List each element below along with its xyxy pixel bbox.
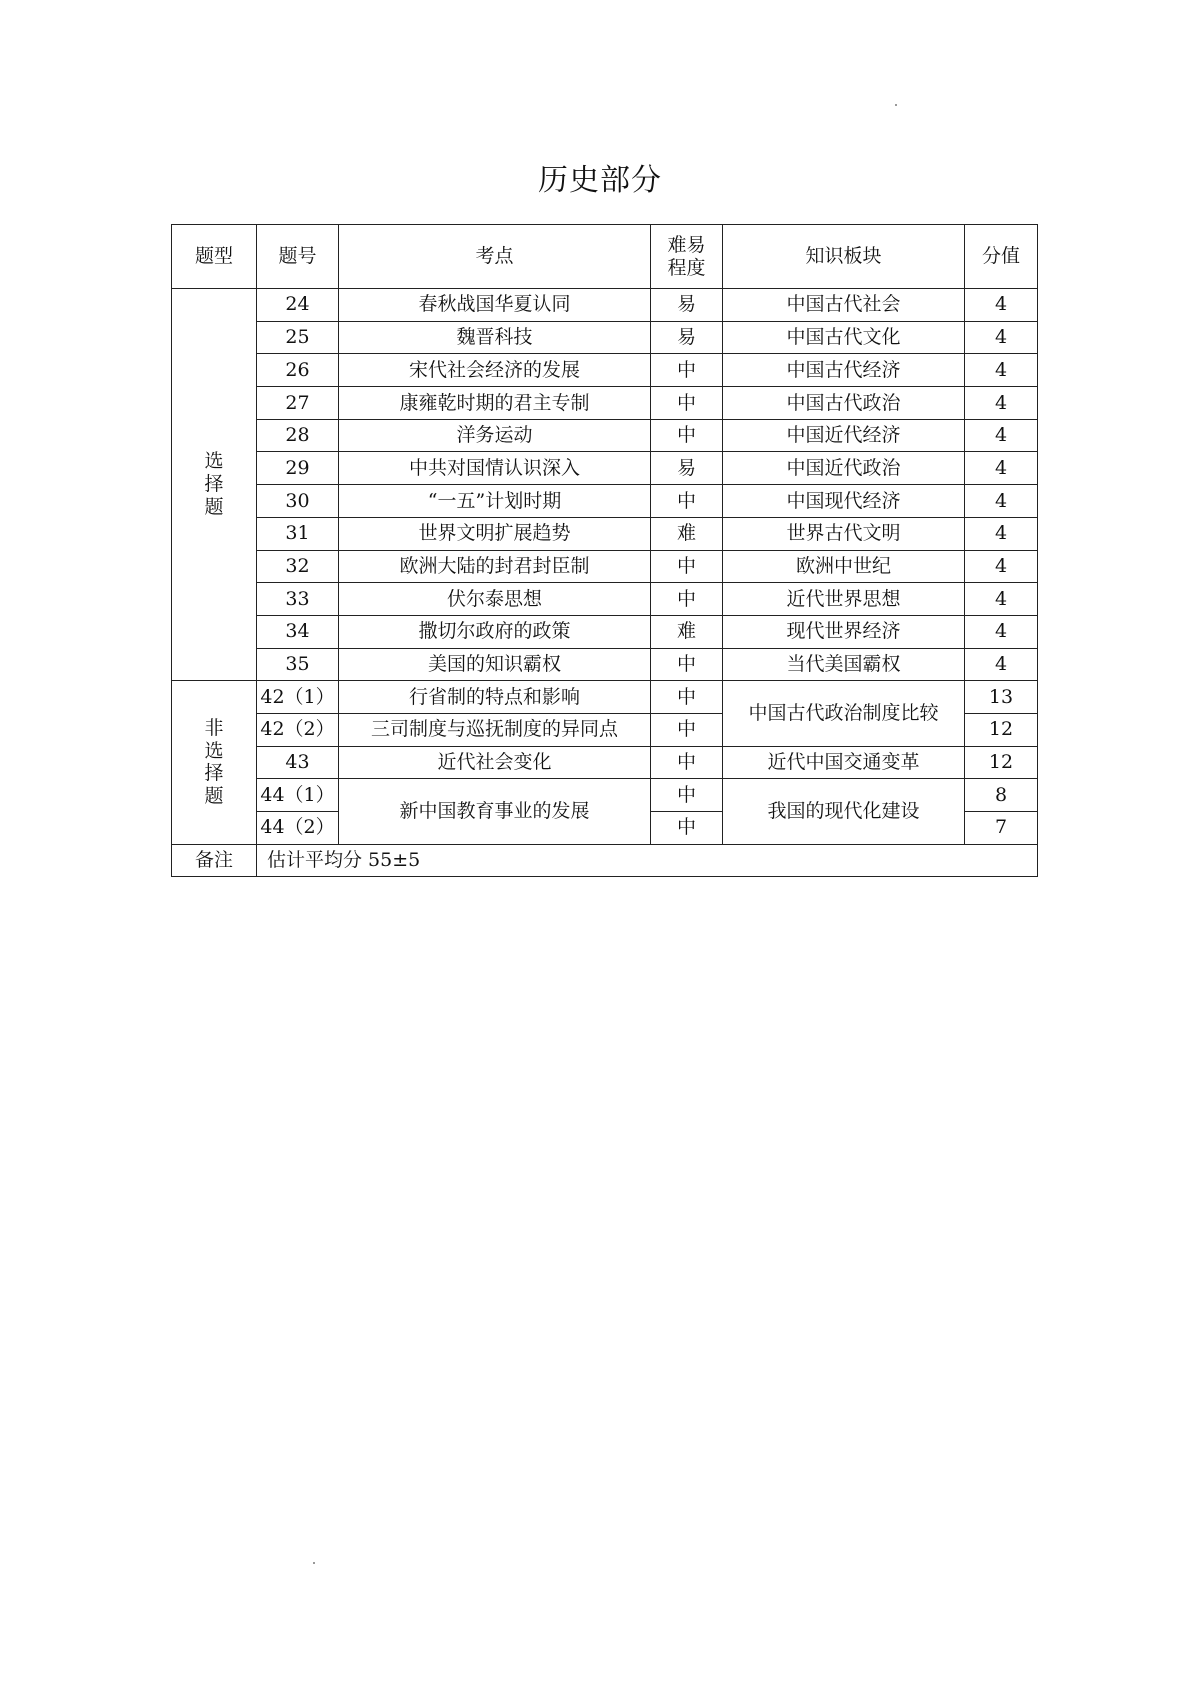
cell-topic: 三司制度与巡抚制度的异同点 [339,713,651,746]
cell-module: 中国古代政治制度比较 [723,681,965,746]
cell-topic: 康雍乾时期的君主专制 [339,387,651,420]
table-row [172,452,1038,485]
scan-speck [313,1562,315,1564]
cell-module: 近代中国交通变革 [723,746,965,779]
cell-number: 31 [257,517,339,550]
cell-number: 27 [257,387,339,420]
table-row [172,681,1038,714]
cell-module: 中国近代政治 [723,452,965,485]
header-score: 分值 [965,225,1038,289]
cell-topic: “一五”计划时期 [339,485,651,518]
remarks-row [172,844,1038,877]
remarks-value: 估计平均分 55±5 [257,844,1038,877]
cell-score: 4 [965,550,1038,583]
cell-module: 世界古代文明 [723,517,965,550]
cell-difficulty: 中 [651,681,723,714]
table-row [172,550,1038,583]
section-label-char: 选 [204,450,224,473]
header-number: 题号 [257,225,339,289]
cell-topic: 宋代社会经济的发展 [339,354,651,387]
cell-number: 28 [257,419,339,452]
cell-topic: 世界文明扩展趋势 [339,517,651,550]
header-difficulty-line2: 程度 [667,256,706,279]
section-label-choice [172,289,257,681]
cell-module: 近代世界思想 [723,583,965,616]
cell-difficulty: 中 [651,779,723,812]
table-row [172,779,1038,812]
cell-number: 42（2） [257,713,339,746]
cell-topic: 春秋战国华夏认同 [339,289,651,322]
table-row [172,485,1038,518]
cell-topic: 中共对国情认识深入 [339,452,651,485]
cell-score: 4 [965,648,1038,681]
cell-number: 44（2） [257,812,339,845]
table-row [172,289,1038,322]
table-row [172,648,1038,681]
table-row [172,746,1038,779]
cell-difficulty: 中 [651,713,723,746]
cell-score: 4 [965,452,1038,485]
cell-difficulty: 易 [651,452,723,485]
cell-difficulty: 中 [651,583,723,616]
cell-difficulty: 易 [651,321,723,354]
cell-difficulty: 难 [651,517,723,550]
header-difficulty-line1: 难易 [667,233,706,256]
section-label-char: 选 [204,739,224,762]
table-row [172,517,1038,550]
cell-number: 30 [257,485,339,518]
cell-difficulty: 中 [651,387,723,420]
cell-topic: 魏晋科技 [339,321,651,354]
cell-score: 4 [965,354,1038,387]
cell-topic: 洋务运动 [339,419,651,452]
cell-difficulty: 难 [651,615,723,648]
cell-difficulty: 中 [651,648,723,681]
cell-difficulty: 易 [651,289,723,322]
table-row [172,615,1038,648]
cell-difficulty: 中 [651,485,723,518]
cell-number: 35 [257,648,339,681]
exam-analysis-table [171,224,1038,877]
header-row [172,225,1038,289]
cell-score: 4 [965,419,1038,452]
cell-module: 中国古代文化 [723,321,965,354]
table-row [172,387,1038,420]
header-topic: 考点 [339,225,651,289]
cell-score: 12 [965,746,1038,779]
cell-number: 26 [257,354,339,387]
cell-number: 34 [257,615,339,648]
cell-topic: 近代社会变化 [339,746,651,779]
cell-score: 13 [965,681,1038,714]
cell-module: 中国古代经济 [723,354,965,387]
table-row [172,583,1038,616]
cell-number: 32 [257,550,339,583]
page-title: 历史部分 [538,163,662,198]
cell-topic: 伏尔泰思想 [339,583,651,616]
section-label-char: 择 [204,762,224,785]
section-label-char: 题 [204,785,224,808]
table-row [172,419,1038,452]
cell-difficulty: 中 [651,354,723,387]
cell-number: 24 [257,289,339,322]
cell-topic: 撒切尔政府的政策 [339,615,651,648]
cell-difficulty: 中 [651,812,723,845]
cell-module: 中国古代政治 [723,387,965,420]
cell-score: 7 [965,812,1038,845]
section-label-char: 题 [204,496,224,519]
cell-module: 我国的现代化建设 [723,779,965,844]
remarks-label: 备注 [172,844,257,877]
cell-number: 42（1） [257,681,339,714]
cell-difficulty: 中 [651,746,723,779]
cell-score: 8 [965,779,1038,812]
header-difficulty [651,225,723,289]
cell-score: 4 [965,517,1038,550]
cell-module: 中国近代经济 [723,419,965,452]
scan-speck [895,104,897,106]
cell-score: 4 [965,615,1038,648]
cell-score: 4 [965,321,1038,354]
cell-number: 25 [257,321,339,354]
cell-number: 43 [257,746,339,779]
cell-score: 12 [965,713,1038,746]
cell-difficulty: 中 [651,550,723,583]
cell-number: 29 [257,452,339,485]
cell-number: 33 [257,583,339,616]
cell-topic: 行省制的特点和影响 [339,681,651,714]
section-label-char: 择 [204,473,224,496]
cell-score: 4 [965,387,1038,420]
section-label-non-choice [172,681,257,844]
cell-score: 4 [965,485,1038,518]
cell-module: 现代世界经济 [723,615,965,648]
section-label-char: 非 [204,716,224,739]
table-row [172,354,1038,387]
header-module: 知识板块 [723,225,965,289]
cell-score: 4 [965,289,1038,322]
cell-topic: 美国的知识霸权 [339,648,651,681]
cell-module: 欧洲中世纪 [723,550,965,583]
cell-topic: 欧洲大陆的封君封臣制 [339,550,651,583]
cell-module: 当代美国霸权 [723,648,965,681]
table-row [172,321,1038,354]
cell-module: 中国现代经济 [723,485,965,518]
cell-topic: 新中国教育事业的发展 [339,779,651,844]
cell-score: 4 [965,583,1038,616]
cell-difficulty: 中 [651,419,723,452]
header-type: 题型 [172,225,257,289]
cell-number: 44（1） [257,779,339,812]
cell-module: 中国古代社会 [723,289,965,322]
